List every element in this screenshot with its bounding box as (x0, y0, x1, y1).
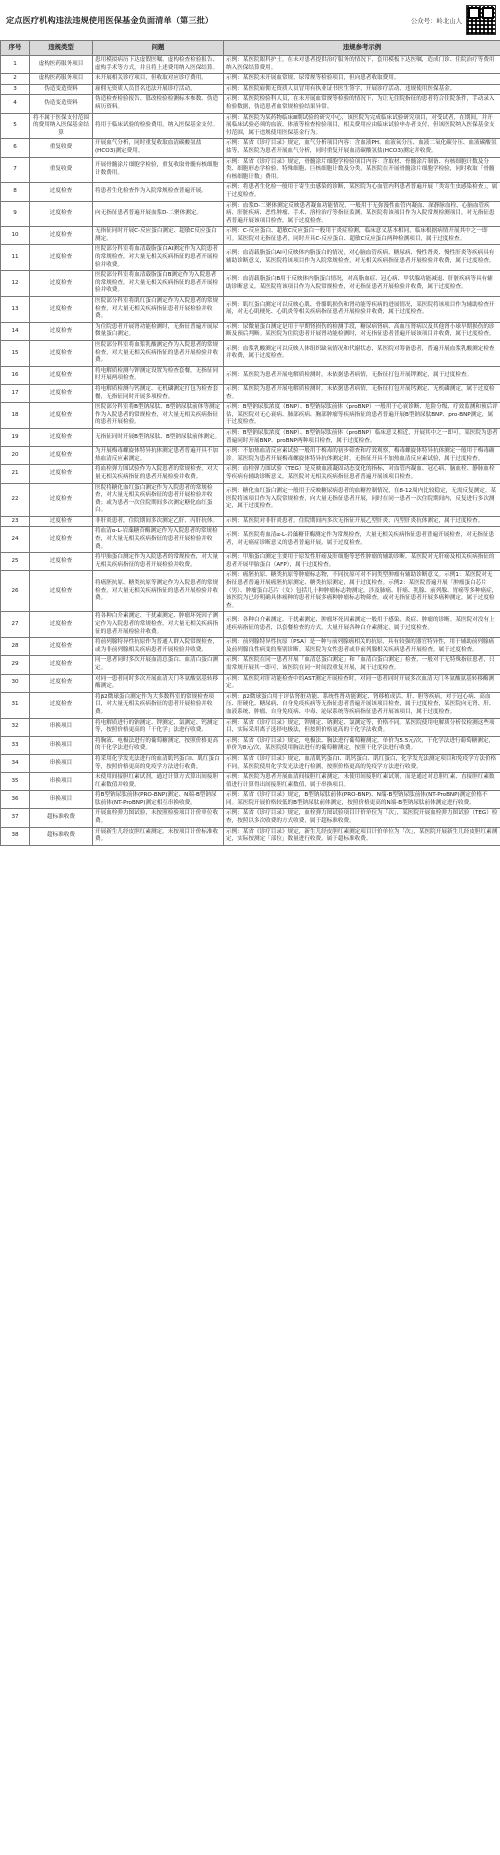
cell-seq: 34 (1, 754, 30, 772)
cell-problem: 医院部分科室将血清载脂蛋白AI测定作为入院患者的常规检查，对大量无相关疾病指征的患者开展检验并收费。 (93, 245, 224, 271)
table-row (1, 447, 500, 465)
table-row (1, 201, 500, 227)
cell-problem: 开展血栓弹力图试验，未按照检验项目计价单位收费。 (93, 809, 224, 827)
cell-type: 虚构医药服务项目 (30, 56, 93, 74)
cell-type: 过度检查 (30, 384, 93, 402)
header-type: 违规类型 (30, 41, 93, 56)
cell-type: 过度检查 (30, 692, 93, 718)
table-row (1, 516, 500, 527)
cell-example: 示例：某医院为某药物临床Ⅲ期试验的研究中心，该医院为完成临床试验研究项目，对受试者，在期间，并开展临床试验必须的血液、体液等检查检验项目，相关费用应由临床试验申办者支付，但该医院纳入医保基金支付范围，属于违规使用医保基金行为。 (224, 113, 500, 139)
table-row (1, 571, 500, 612)
table-row (1, 183, 500, 201)
table-row (1, 56, 500, 74)
cell-problem: 将电解质检测与钾测定设置为检查套餐，无指征同时开展两项检查。 (93, 366, 224, 384)
cell-example: 示例：某省《诊疗目录》规定，血气分析项目内容：含血液PH、血液氧分压、血液二氧化碳分压、血液碳酸氢盐等，某医院为患者开展血气分析，同时重复开展血清碳酸氢盐(HCO3)测定并收费。 (224, 139, 500, 157)
cell-example: 示例：尿微量蛋白测定是用于早期肾损伤的检测手段，糖尿病肾病、高血压肾病以及其他肾小球早期损伤的诊断及预后判断。某医院为住院患者开展肾功能检测时，对无指征患者普遍开展该项目并收费，属于过度检查。 (224, 322, 500, 340)
cell-seq: 15 (1, 341, 30, 367)
cell-seq: 37 (1, 809, 30, 827)
cell-problem: 将电解质检测与钙测定、无机磷测定打包为检查套餐，无指征同时开展多项检查。 (93, 384, 224, 402)
table-row (1, 113, 500, 139)
cell-example: 示例：某医院未开展血常规、尿常规等检验项目，但向患者收取费用。 (224, 74, 500, 85)
cell-seq: 16 (1, 366, 30, 384)
cell-example: 示例：某医院对肝功能检查中的AST测定开展检查时，对同一患者同时开展多次血清天门冬氨酸氨基转移酶测定。 (224, 674, 500, 692)
cell-example: 示例：B型钠尿肽浓度（BNP）、B型钠尿肽前体（proBNP）一般用于心衰诊断、危险分级、疗效监测和预后评估，某医院对无心衰病、肺部疾病、胸部肿瘤等疾病指征的患者普遍开展B型钠尿肽BNP、pro-BNP测定，属于过度检查。 (224, 403, 500, 429)
header-right (411, 5, 496, 35)
cell-seq: 23 (1, 516, 30, 527)
cell-type: 过度检查 (30, 656, 93, 674)
cell-type: 虚构医药服务项目 (30, 74, 93, 85)
table-row (1, 465, 500, 483)
cell-seq: 21 (1, 465, 30, 483)
table-row (1, 157, 500, 183)
cell-type: 超标准收费 (30, 809, 93, 827)
cell-example: 示例：甲胎蛋白测定主要用于原发性肝癌及肝细胞等恶性肿瘤的辅助诊断。某医院对无肝癌及相关疾病指征的患者开展甲胎蛋白（AFP），属于过度检查。 (224, 553, 500, 571)
table-row (1, 692, 500, 718)
table-row (1, 341, 500, 367)
cell-problem: 将各种白介素测定、干扰素测定、肿瘤坏死因子测定作为入院患者的常规检查，对大量无相关疾病指征的患者开展检验并收费。 (93, 612, 224, 638)
cell-example: 示例：前列腺特异性抗原（PSA）是一种与前列腺癌相关的抗原，具有较强的器官特异性，用于辅助前列腺癌及前列腺良性病变的鉴别诊断。某医院为女性患者或非前列腺相关疾病患者开展检查，属于过度检查。 (224, 638, 500, 656)
cell-example: 示例：血浆乳酸测定可以反映人体组织缺氧情况和代谢状态，某医院对筹备患者，普遍开展血浆乳酸测定检查并收费，属于过度检查。 (224, 341, 500, 367)
table-row (1, 754, 500, 772)
cell-type: 串换项目 (30, 754, 93, 772)
cell-type: 过度检查 (30, 612, 93, 638)
table-row (1, 384, 500, 402)
cell-problem: 患用模拟病历下达虚假医嘱、虚构检查检验报告、虚构手术等方式，并且将上述费用纳入医保结算。 (93, 56, 224, 74)
cell-problem: 医院部分科室将血清载脂蛋白B测定作为入院患者的常规检查，对大量无相关疾病指征的患者开展检验并收费。 (93, 271, 224, 297)
cell-type: 伪造变造资料 (30, 84, 93, 95)
cell-seq: 14 (1, 322, 30, 340)
table-row (1, 74, 500, 85)
cell-type: 过度检查 (30, 366, 93, 384)
cell-problem: 将电解质进行的钠测定、钾测定、氯测定、钙测定等，按照价格更高的「干化学」法进行收费。 (93, 718, 224, 736)
cell-problem: 未开展相关诊疗项目，但收取对应诊疗费用。 (93, 74, 224, 85)
cell-example: 示例：某省《诊疗目录》规定，钾测定、钠测定、氯测定等，价格不同。某医院使用电解质分析仪检测这些项目，实际采用离子选择电极法，但按照价格更高的干化学法收费。 (224, 718, 500, 736)
table-row (1, 718, 500, 736)
cell-problem: 医院部分科室将B型钠尿肽、B型钠尿肽前体等测定作为入院患者的常规检查，对大量无相关疾病指征的患者开展检验。 (93, 403, 224, 429)
cell-type: 伪造变造资料 (30, 95, 93, 113)
table-row (1, 674, 500, 692)
table-row (1, 483, 500, 516)
cell-type: 过度检查 (30, 428, 93, 446)
table-header-row (1, 41, 500, 56)
cell-problem: 同一患者同时多次开展血清总蛋白、血清白蛋白测定。 (93, 656, 224, 674)
cell-seq: 2 (1, 74, 30, 85)
table-row (1, 322, 500, 340)
cell-example: 示例：某省《诊疗目录》规定，新生儿经皮胆红素测定项目计价单位为「次」，某医院开展新生儿经皮胆红素测定，实际按测定「部位」数量进行收费，属于超标准收费。 (224, 827, 500, 845)
cell-seq: 13 (1, 297, 30, 323)
cell-example: 示例：某医院为患者开展电解质检测时，未依据患者病情，无指征打包开展钙测定、无机磷测定，属于过度检查。 (224, 384, 500, 402)
cell-seq: 26 (1, 571, 30, 612)
cell-type: 过度检查 (30, 527, 93, 553)
cell-type: 过度检查 (30, 297, 93, 323)
cell-problem: 医院将糖化血红蛋白测定作为入院患者的常规检查，对大量无相关疾病指征的患者开展检验并收费；或为患者一次住院期间多次测定糖化血红蛋白。 (93, 483, 224, 516)
cell-problem: 将前列腺特异性抗原作为普通人群入院常规检查，或为非前列腺相关疾病患者开展检验并收费。 (93, 638, 224, 656)
cell-seq: 8 (1, 183, 30, 201)
qr-code-icon (466, 5, 496, 35)
cell-example: 示例：某医院将血清α-L-岩藻糖苷酶测定作为常规检查，大量无相关疾病指征患者普遍开展检查，对无指征患者，对无癌症诊断意义的患者普遍开展，属于过度检查。 (224, 527, 500, 553)
cell-type: 过度检查 (30, 447, 93, 465)
cell-type: 过度检查 (30, 403, 93, 429)
cell-problem: 将β2微球蛋白测定作为大多数科室的常规检查项目，对大量无相关疾病指征的患者开展检验并收费。 (93, 692, 224, 718)
cell-example: 示例：某省《诊疗目录》规定，电极法、胸法进行葡萄糖测定，单价为5.5元/次，干化学法进行葡萄糖测定，单价为8元/次，某医院使用胸法进行的葡萄糖测定，按照干化学法进行收费。 (224, 736, 500, 754)
table-row (1, 95, 500, 113)
cell-seq: 10 (1, 227, 30, 245)
cell-seq: 27 (1, 612, 30, 638)
cell-problem: 将用于临床试验的检验费用，纳入医保基金支付。 (93, 113, 224, 139)
cell-type: 过度检查 (30, 201, 93, 227)
cell-type: 过度检查 (30, 271, 93, 297)
cell-example: 示例：某医院为患者开展血清间接胆红素测定，未使用间接胆红素试剂，而是通过对总胆红素、直接胆红素数值进行计算得出间接胆红素数值，属于串换项目。 (224, 773, 500, 791)
document-title: 定点医疗机构违法违规使用医保基金负面清单（第三批） (6, 14, 214, 25)
table-row (1, 809, 500, 827)
cell-seq: 22 (1, 483, 30, 516)
table-row (1, 227, 500, 245)
cell-problem: 开展骨髓涂片细胞学检验，重复收取骨髓有核细胞计数费用。 (93, 157, 224, 183)
header-problem: 问题 (93, 41, 224, 56)
cell-example: 示例：某省《诊疗目录》规定，骨髓涂片细胞学检验项目内容：含取材、骨髓涂片制备、有核细胞计数及分类、细胞形态学检验、特殊细胞、巨核细胞计数及分类，某医院在开展骨髓涂片细胞学检验，同时收取「骨髓有核细胞计数」费用。 (224, 157, 500, 183)
cell-problem: 伪造检查检验报告、篡改检验检测标本参数、伪造病历资料。 (93, 95, 224, 113)
cell-seq: 5 (1, 113, 30, 139)
cell-example: 示例：B型钠尿肽浓度（BNP）、B型钠尿肽前体（proBNP）临床意义相近，开展其中之一即可。某医院为患者普遍同时开展BNP、proBNP两种项目检查，属于过度检查。 (224, 428, 500, 446)
cell-type: 将不属于医保支付范围的费用纳入医保基金结算 (30, 113, 93, 139)
table-row (1, 527, 500, 553)
cell-type: 串换项目 (30, 773, 93, 791)
cell-problem: 开展新生儿经皮胆红素测定，未按项目计价标准收费。 (93, 827, 224, 845)
cell-type: 过度检查 (30, 341, 93, 367)
cell-example: 示例：某医院在同一患者开展「血清总蛋白测定」和「血清白蛋白测定」检查，一般对于无特殊指征患者，只需常规开展其一即可，该医院在同一时间段重复开展，属于过度检查。 (224, 656, 500, 674)
cell-seq: 18 (1, 403, 30, 429)
cell-type: 过度检查 (30, 483, 93, 516)
cell-example: 示例：某省《诊疗目录》规定，B型钠尿肽前体(PRO-BNP)、N端-B型钠尿肽前体(NT-ProBNP)测定价格不同。某医院开展价格较低的B型钠尿肽前体测定，按照价格更高的N端-B型钠尿肽前体测定进行收费。 (224, 791, 500, 809)
cell-example: 示例：某医院为患者开展电解质检测时，未依据患者病情，无指征打包开展钾测定，属于过度检查。 (224, 366, 500, 384)
cell-problem: 无指征同时开展C-反应蛋白测定、超敏C反应蛋白测定。 (93, 227, 224, 245)
table-row (1, 366, 500, 384)
cell-problem: 开展血气分析，同时重复收取血清碳酸氢盐(HCO3)测定费用。 (93, 139, 224, 157)
table-row (1, 428, 500, 446)
cell-example: 示例：某省《诊疗目录》规定，血清肌钙蛋白I、肌钙蛋白、肌红蛋白，化学发光法测定项目和免疫学方法价格不同，某医院使用化学发光法进行检测，按照价格更高的免疫学方法进行收费。 (224, 754, 500, 772)
table-row (1, 638, 500, 656)
table-row (1, 271, 500, 297)
cell-seq: 28 (1, 638, 30, 656)
cell-problem: 为住院患者开展肾功能检测时，无指征普遍开展尿微量蛋白测定。 (93, 322, 224, 340)
cell-seq: 17 (1, 384, 30, 402)
table-row (1, 612, 500, 638)
cell-type: 过度检查 (30, 571, 93, 612)
cell-seq: 3 (1, 84, 30, 95)
cell-type: 过度检查 (30, 227, 93, 245)
cell-seq: 38 (1, 827, 30, 845)
cell-problem: 无指征同时开展B型钠尿肽、B型钠尿肽前体测定。 (93, 428, 224, 446)
cell-type: 过度检查 (30, 322, 93, 340)
cell-seq: 12 (1, 271, 30, 297)
cell-problem: 将胸液、电极法进行的葡萄糖测定，按照价格更高的干化学法进行收费。 (93, 736, 224, 754)
cell-type: 重复收费 (30, 157, 93, 183)
cell-type: 过度检查 (30, 183, 93, 201)
cell-example: 示例：血浆D-二聚体测定反映患者凝血功能情况，一般用于无弥漫性血管内凝血、深静脉血栓、心脑血管疾病、肝脏疾病、恶性肿瘤、手术、溶栓治疗等指征监测，某医院将该项目作为入院常规检测项目，对无指征患者普遍开展该项目检查，属于过度检查。 (224, 201, 500, 227)
cell-seq: 6 (1, 139, 30, 157)
table-row (1, 84, 500, 95)
cell-problem: 医院部分科室将血浆乳酸测定作为入院患者的常规检查，对大量无相关疾病指征的患者开展检验并收费。 (93, 341, 224, 367)
cell-problem: 将甲胎蛋白测定作为入院患者的常规检查，对大量无相关疾病指征的患者开展检验并收费。 (93, 553, 224, 571)
cell-problem: 医院部分科室将肌红蛋白测定作为入院患者的常规检查，对大量无相关疾病指征患者开展检验并收费。 (93, 297, 224, 323)
cell-example: 示例：肌红蛋白测定可以反映心肌、骨骼肌损伤和肾功能等疾病的进展情况，某医院将该项目作为辅助检查开展，对无心肌梗死、心肌炎等相关疾病指征患者开展检验并收费，属于过度检查。 (224, 297, 500, 323)
header-example: 违规参考示例 (224, 41, 500, 56)
cell-problem: 将采用化学发光法进行的血清肌钙蛋白I、肌红蛋白等，按照价格更高的免疫学方法进行收费。 (93, 754, 224, 772)
violation-table (0, 40, 500, 846)
cell-example: 示例：糖化血红蛋白测定一般用于反映糖尿病患者的血糖控制情况，在8-12周内比较稳定，无需反复测定。某医院将该项目作为入院常规检查，向大量无指征患者开展，同时在同一患者一次住院期间内，反复进行多次测定，属于过度检查。 (224, 483, 500, 516)
header-seq: 序号 (1, 41, 30, 56)
cell-problem: 为开展梅毒螺旋体特异抗体测定患者普遍开具不加热血清反应素测定。 (93, 447, 224, 465)
table-row (1, 656, 500, 674)
cell-type: 重复收费 (30, 139, 93, 157)
cell-problem: 未使用间接胆红素试剂，通过计算方式算出间接胆红素数值并收费。 (93, 773, 224, 791)
table-body (1, 56, 500, 846)
cell-problem: 将癌胚抗原、糖类抗原等测定作为入院患者的常规检查，对大量无相关疾病指征的患者开展检验并收费。 (93, 571, 224, 612)
table-row (1, 403, 500, 429)
cell-example: 示例：癌胚抗原、糖类抗原等肿瘤标志物，不同抗原可对不同类型肿瘤有辅助诊断意义。示例1：某医院对无指征患者普遍开展癌胚抗原测定、糖类抗原测定，属于过度检查。示例2：某医院普遍开展「肿瘤蛋白芯片（男）、肿瘤蛋白芯片（女）包括几十种肿瘤标志物测定，涉及肺癌、肝癌、乳腺、前列腺、胃癌等多种癌症，该医院为已经明确具体癌种的患者开展多癌种肿瘤标志物筛查，或对无指征患者开展多癌种测定，属于过度检查。 (224, 571, 500, 612)
cell-seq: 11 (1, 245, 30, 271)
cell-example: 示例：不加热血清反应素试验一般用于梅毒的初步筛查和疗效观察，梅毒螺旋体特异抗体测定一般用于梅毒确诊。某医院为患者开展梅毒螺旋体特异抗体测定时，无指征开具不加热血清反应素试验，属于过度检查。 (224, 447, 500, 465)
cell-example: 示例：血栓弹力图试验（TEG）是反映血液凝固动态变化的指标，对血管内凝血、冠心病、脑血栓、静脉血栓等疾病有辅助诊断意义。某医院对无相关疾病指征患者普遍开展该项目检查。 (224, 465, 500, 483)
cell-type: 串换项目 (30, 718, 93, 736)
table-row (1, 791, 500, 809)
cell-example: 示例：血清载脂蛋白AI可反映体内脂蛋白的情况，对心脑血管疾病、糖尿病、慢性肾炎、慢性肝炎等疾病具有辅助诊断意义，某医院将该项目作为入院常规检查，对无相关疾病指征患者开展检验并收费，属于过度检查。 (224, 245, 500, 271)
account-label: 公众号：岭北山人 (410, 16, 462, 25)
cell-seq: 19 (1, 428, 30, 446)
cell-problem: 雇佣无资质人员冒名违法开展诊疗活动。 (93, 84, 224, 95)
cell-problem: 将血清α-L-岩藻糖苷酶测定作为入院患者的常规检查，对大量无相关疾病指征的患者开展检验并收费。 (93, 527, 224, 553)
cell-problem: 对同一患者同时多次开展血清天门冬氨酸氨基转移酶测定。 (93, 674, 224, 692)
cell-example: 示例：血清载脂蛋白B用于反映体内脂蛋白情况，对高脂血症、冠心病、甲状腺功能减退、肝脏疾病等具有辅助诊断意义。某医院将该项目作为入院常规检查，对无指征患者开展检验并收费，属于过度检查。 (224, 271, 500, 297)
cell-seq: 25 (1, 553, 30, 571)
cell-seq: 24 (1, 527, 30, 553)
cell-seq: 4 (1, 95, 30, 113)
cell-problem: 将血栓弹力图试验作为入院患者的常规检查，对大量无相关疾病指征的患者开展检验并收费。 (93, 465, 224, 483)
cell-type: 串换项目 (30, 736, 93, 754)
table-row (1, 736, 500, 754)
cell-example: 示例：C-反应蛋白、超敏C反应蛋白一般用于炎症检测，临床意义基本相同，临床根据病情开展其中之一即可。某医院对无指征患者，同时开具C-反应蛋白、超敏C反应蛋白两种检测项目，属于过度检查。 (224, 227, 500, 245)
cell-problem: 将患者生化检查作为入院常规检查普遍开展。 (93, 183, 224, 201)
cell-seq: 32 (1, 718, 30, 736)
cell-seq: 31 (1, 692, 30, 718)
table-row (1, 827, 500, 845)
cell-seq: 35 (1, 773, 30, 791)
cell-example: 示例：各种白介素测定、干扰素测定、肿瘤坏死因素测定一般用于感染、炎症、肿瘤的诊断。某医院对没有上述疾病指征的患者，以套餐检查的方式，大量开展各种白介素测定，属于过度检查。 (224, 612, 500, 638)
cell-type: 串换项目 (30, 791, 93, 809)
cell-problem: 向无指征患者普遍开展血浆D-二聚体测定。 (93, 201, 224, 227)
cell-problem: 非肝炎患者，住院期间多次测定乙肝、丙肝抗体。 (93, 516, 224, 527)
table-row (1, 245, 500, 271)
table-row (1, 297, 500, 323)
cell-example: 示例：β2微球蛋白用于评估肾脏功能、系统性肾功能测定、肾移植成活、肝、胆等疾病，对于冠心病、高血压、肝硬化、糖尿病、自身免疫疾病等无指征患者普遍开展该项目检查，属于过度检查，某医院向无肾、肝、血液系统、肿瘤、自身免疫病、中毒、泌尿系统等疾病指征患者开展该项目，属于过度检查。 (224, 692, 500, 718)
cell-example: 示例：某省《诊疗目录》规定，血栓弹力图试验项目计价单位为「次」，某医院开展血栓弹力图试验（TEG）检查，按照以多次收费的方式收费，属于超标准收费。 (224, 809, 500, 827)
table-row (1, 773, 500, 791)
cell-seq: 1 (1, 56, 30, 74)
cell-type: 过度检查 (30, 553, 93, 571)
document-header (0, 0, 500, 40)
cell-example: 示例：某医院检验科人员，在未开展血常规等检验的情况下，为让无住院指征的患者符合住院条件，手动录入检验数据，伪造患者血常规检验结果异常。 (224, 95, 500, 113)
cell-type: 过度检查 (30, 465, 93, 483)
cell-example: 示例：将患者生化检一般用于寄生虫感染的诊断，某医院为心血管内科患者普遍开展「类寄生虫感染检查」，属于过度检查。 (224, 183, 500, 201)
cell-type: 过度检查 (30, 245, 93, 271)
cell-type: 过度检查 (30, 638, 93, 656)
cell-seq: 7 (1, 157, 30, 183)
cell-seq: 29 (1, 656, 30, 674)
cell-seq: 30 (1, 674, 30, 692)
cell-seq: 9 (1, 201, 30, 227)
cell-type: 过度检查 (30, 674, 93, 692)
cell-example: 示例：某医院眼科护士，在未对患者提供治疗服务的情况下，套用模板下达医嘱，造成门诊、住院治疗等费用纳入医保结算费用。 (224, 56, 500, 74)
cell-seq: 33 (1, 736, 30, 754)
cell-example: 示例：某医院对非肝炎患者，住院期间内多次无指征开展乙型肝炎、丙型肝炎抗体测定，属于过度检查。 (224, 516, 500, 527)
cell-type: 过度检查 (30, 516, 93, 527)
cell-seq: 20 (1, 447, 30, 465)
cell-type: 超标准收费 (30, 827, 93, 845)
cell-seq: 36 (1, 791, 30, 809)
table-row (1, 139, 500, 157)
table-row (1, 553, 500, 571)
cell-problem: 将B型钠尿肽前体(PRO-BNP)测定、N端-B型钠尿肽前体(NT-ProBNP)测定相互串换收费。 (93, 791, 224, 809)
cell-example: 示例：某医院雇佣无资质人员冒用有执业证书医生签字，开展诊疗活动、违规使用医保基金。 (224, 84, 500, 95)
